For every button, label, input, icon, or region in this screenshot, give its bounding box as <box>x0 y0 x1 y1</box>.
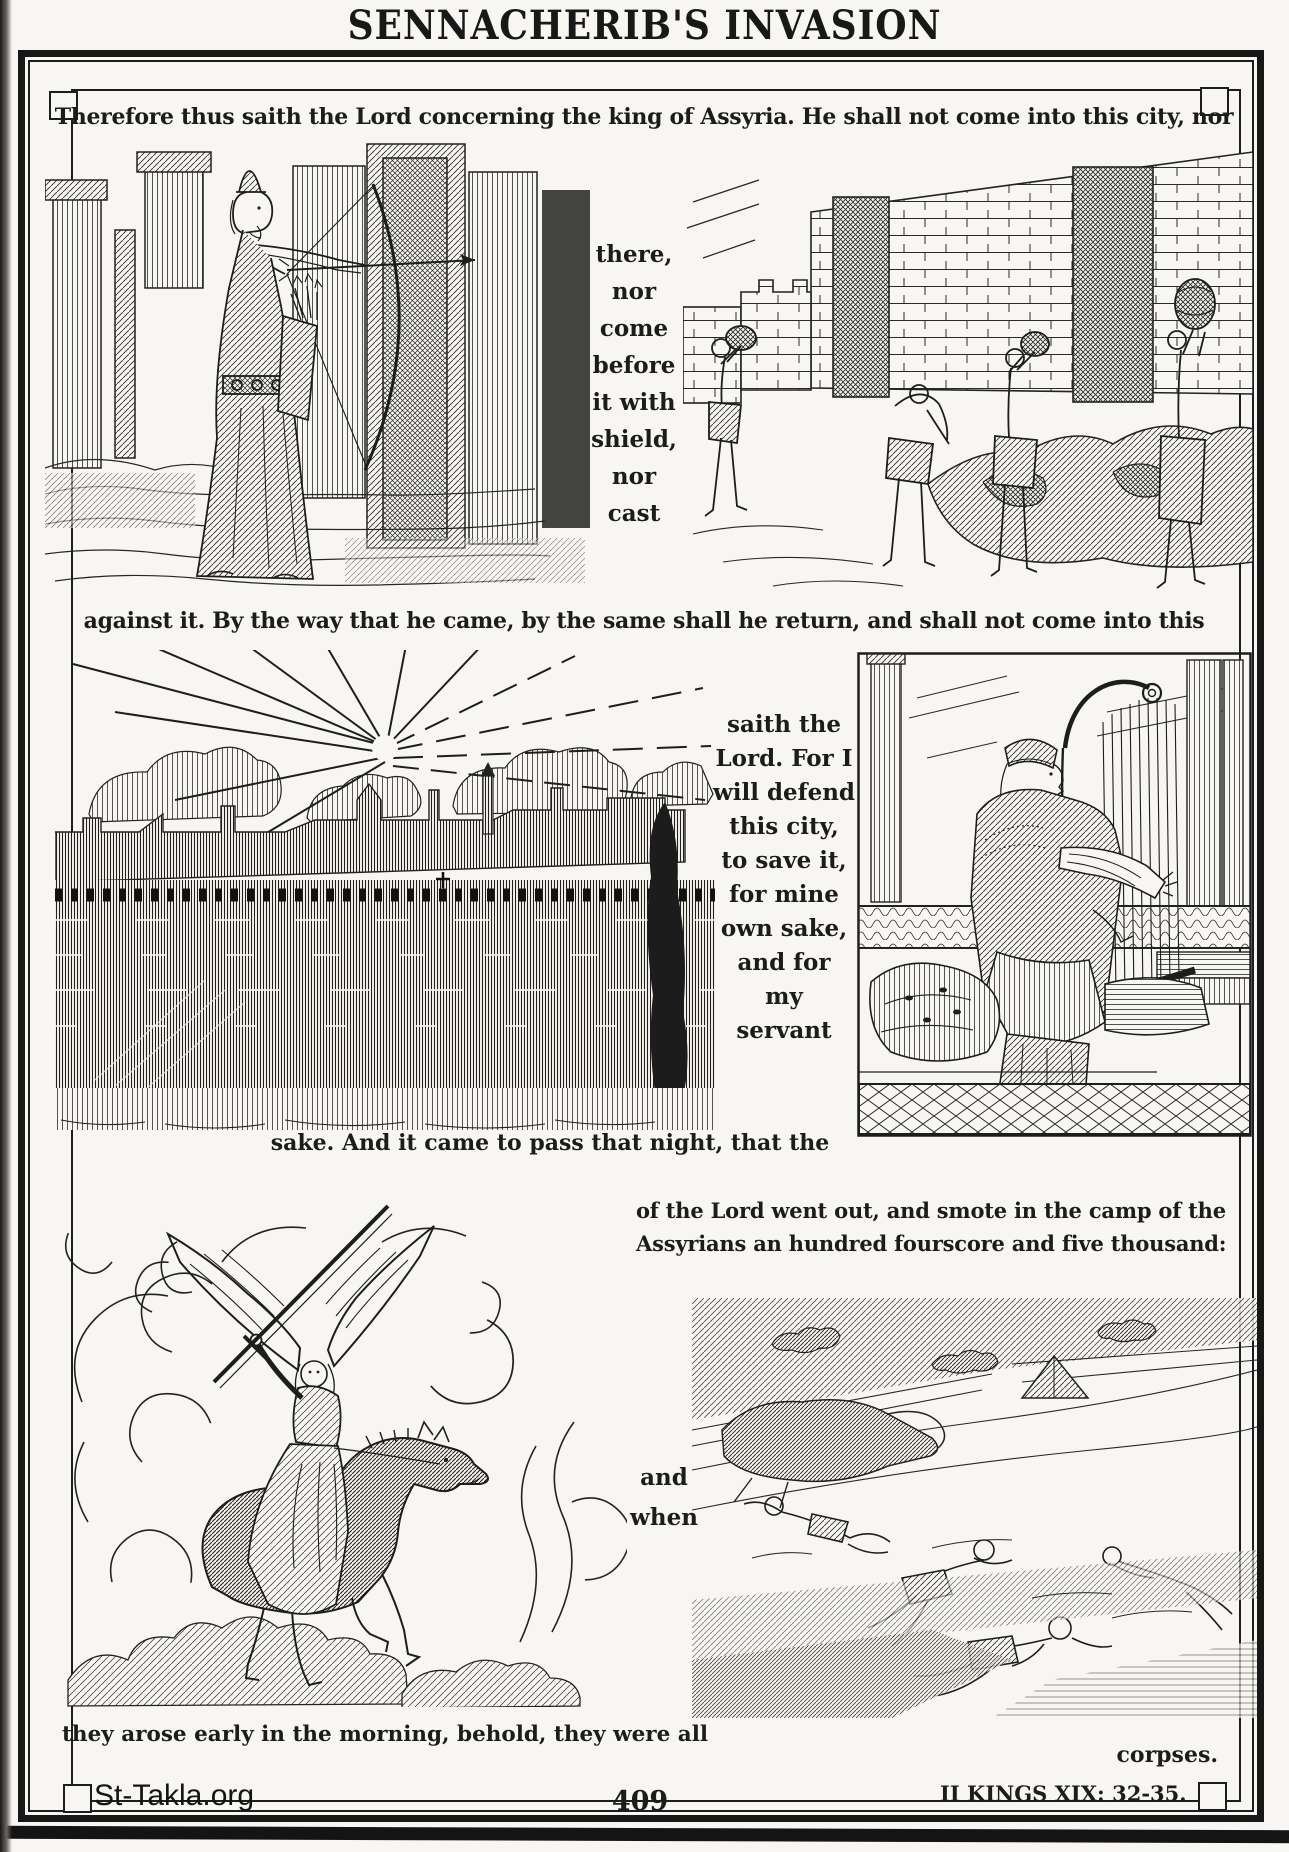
page-edge-bar <box>2 1826 1289 1843</box>
city-rays-illustration <box>55 650 715 1135</box>
verse-word: nor <box>611 463 657 490</box>
harpist-illustration <box>857 652 1252 1137</box>
dead-camp-illustration <box>692 1298 1257 1718</box>
scripture-reference: II KINGS XIX: 32-35. <box>940 1781 1187 1806</box>
verse-word: come <box>599 315 669 342</box>
verse-word: cast <box>607 500 661 527</box>
verse-word: to save it, <box>721 847 847 874</box>
verse-line-5: they arose early in the morning, behold, they were all <box>62 1722 709 1747</box>
verse-word: own sake, <box>720 915 848 942</box>
verse-column-3 <box>604 1458 724 1538</box>
frame-corner-square-bottom-left <box>63 1784 92 1813</box>
verse-column-1 <box>578 236 690 532</box>
verse-line-2: against it. By the way that he came, by the same shall he return, and shall not come into this <box>83 608 1205 634</box>
verse-camp-line-2: Assyrians an hundred fourscore and five thousand: <box>636 1231 1227 1256</box>
verse-word: and for <box>737 949 831 976</box>
angel-illustration <box>52 1202 627 1707</box>
verse-word: this city, <box>729 813 839 840</box>
verse-line-1: Therefore thus saith the Lord concerning the king of Assyria. He shall not come into this city, nor <box>54 104 1234 130</box>
verse-column-2 <box>710 708 858 1048</box>
page-title: SENNACHERIB'S INVASION <box>347 2 942 49</box>
archer-illustration <box>45 138 590 603</box>
verse-word: my <box>765 983 803 1010</box>
verse-word: will defend <box>712 779 856 806</box>
verse-word: and <box>640 1464 688 1491</box>
wall-builders-illustration <box>683 142 1253 597</box>
verse-word: before <box>592 352 676 379</box>
verse-word: shield, <box>591 426 677 453</box>
verse-camp-line-1: of the Lord went out, and smote in the camp of the <box>636 1198 1226 1223</box>
verse-word: Lord. For I <box>715 745 853 772</box>
page-number: 409 <box>611 1786 669 1817</box>
verse-word: servant <box>736 1017 832 1044</box>
verse-word: when <box>630 1504 698 1531</box>
verse-word: saith the <box>727 711 841 738</box>
verse-word: there, <box>595 241 673 268</box>
site-watermark: St-Takla.org <box>94 1779 255 1812</box>
verse-line-6: corpses. <box>1116 1742 1218 1768</box>
verse-word: for mine <box>729 881 839 908</box>
verse-word: it with <box>592 389 676 416</box>
verse-line-3: sake. And it came to pass that night, that the <box>270 1130 830 1156</box>
scan-gutter-shadow <box>0 0 12 1852</box>
verse-word: nor <box>611 278 657 305</box>
frame-corner-square-bottom-right <box>1198 1782 1227 1811</box>
